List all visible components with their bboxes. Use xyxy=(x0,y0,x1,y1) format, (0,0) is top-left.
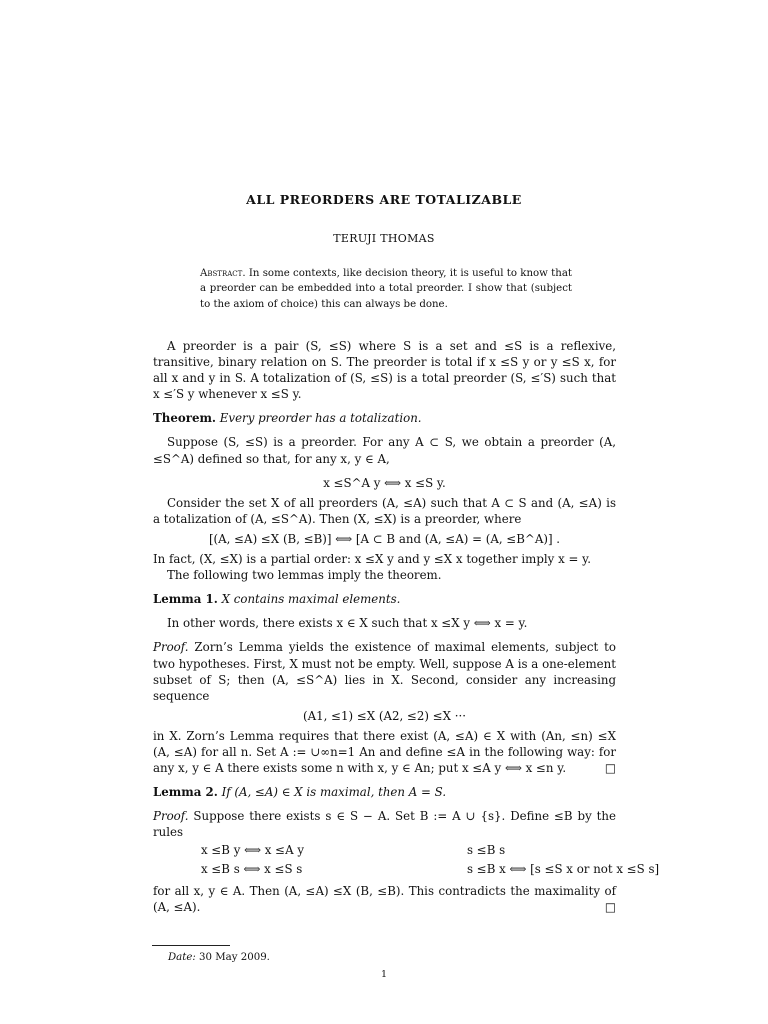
rule-1b: s ≤B s xyxy=(467,843,506,858)
proof-1-continued-text: in X. Zorn’s Lemma requires that there exist (A, ≤A) ∈ X with (An, ≤n) ≤X (A, ≤A) for all n. Set A := ∪∞n=1 An and define ≤A in the following way: for any x, y ∈ A there exists some n with x, y ∈ An; put x ≤A y ⟺ x ≤n y. xyxy=(153,728,616,776)
display-equation-2: [(A, ≤A) ≤X (B, ≤B)] ⟺ [A ⊂ B and (A, ≤A) = (A, ≤B^A)] . xyxy=(208,531,561,546)
page-number: 1 xyxy=(380,969,388,980)
main-body xyxy=(153,338,660,923)
author-name: TERUJI THOMAS xyxy=(333,232,435,245)
lemma-2 xyxy=(153,784,616,800)
proof-2-continued xyxy=(153,883,616,915)
paragraph-restriction: Suppose (S, ≤S) is a preorder. For any A ⊂ S, we obtain a preorder (A, ≤S^A) defined so that, for any x, y ∈ A, xyxy=(153,435,616,466)
rule-2b: s ≤B x ⟺ [s ≤S x or not x ≤S s] xyxy=(467,861,660,876)
proof-2-heading: Proof. xyxy=(153,809,189,824)
paper-title: ALL PREORDERS ARE TOTALIZABLE xyxy=(246,192,522,207)
rule-1a: x ≤B y ⟺ x ≤A y xyxy=(201,843,305,858)
lemma-1 xyxy=(153,591,616,607)
display-equation-3: (A1, ≤1) ≤X (A2, ≤2) ≤X ··· xyxy=(302,708,467,723)
proof-2 xyxy=(153,808,616,840)
theorem-statement: Every preorder has a totalization. xyxy=(219,411,422,426)
theorem-heading: Theorem. xyxy=(153,411,217,426)
proof-1 xyxy=(153,639,616,703)
abstract-heading: Abstract. xyxy=(200,268,246,279)
footnote-label: Date: xyxy=(168,952,196,963)
paragraph-partial-order: In fact, (X, ≤X) is a partial order: x ≤X y and y ≤X x together imply x = y. xyxy=(153,552,591,567)
paragraph-lemmas-intro: The following two lemmas imply the theorem. xyxy=(167,568,442,583)
proof-2-continued-text: for all x, y ∈ A. Then (A, ≤A) ≤X (B, ≤B). This contradicts the maximality of (A, ≤A). xyxy=(153,883,616,914)
footnote xyxy=(168,952,270,963)
abstract xyxy=(200,266,572,312)
lemma-2-statement: If (A, ≤A) ∈ X is maximal, then A = S. xyxy=(221,785,447,800)
paragraph-lemma-1-restated: In other words, there exists x ∈ X such that x ≤X y ⟺ x = y. xyxy=(167,616,528,631)
paragraph-definitions: A preorder is a pair (S, ≤S) where S is a set and ≤S is a reflexive, transitive, binary relation on S. The preorder is total if x ≤S y or y ≤S x, for all x and y in S. A totalization of (S, ≤S) is a total preorder (S, ≤′S) such that x ≤′S y whenever x ≤S y. xyxy=(153,339,616,402)
order-rules xyxy=(201,842,660,876)
lemma-2-heading: Lemma 2. xyxy=(153,785,218,800)
theorem xyxy=(153,410,616,426)
footnote-text: 30 May 2009. xyxy=(199,952,270,963)
proof-1-continued xyxy=(153,728,616,776)
qed-symbol-1: □ xyxy=(604,761,616,776)
footnote-rule xyxy=(152,945,230,946)
proof-2-text: Suppose there exists s ∈ S − A. Set B := A ∪ {s}. Define ≤B by the rules xyxy=(153,809,616,840)
qed-symbol-2: □ xyxy=(604,899,616,914)
rule-2a: x ≤B s ⟺ x ≤S s xyxy=(201,861,303,876)
proof-1-heading: Proof. xyxy=(153,640,189,655)
lemma-1-heading: Lemma 1. xyxy=(153,592,218,607)
proof-1-text: Zorn’s Lemma yields the existence of maximal elements, subject to two hypotheses. First, X must not be empty. Well, suppose A is a one-element subset of S; then (A, ≤S^A) lies in X. Second, consider any increasing sequence xyxy=(153,640,617,703)
lemma-1-statement: X contains maximal elements. xyxy=(221,592,401,607)
display-equation-1: x ≤S^A y ⟺ x ≤S y. xyxy=(323,475,446,490)
paragraph-set-x: Consider the set X of all preorders (A, ≤A) such that A ⊂ S and (A, ≤A) is a totalization of (A, ≤S^A). Then (X, ≤X) is a preorder, where xyxy=(153,495,616,526)
abstract-text: In some contexts, like decision theory, it is useful to know that a preorder can be embedded into a total preorder. I show that (subject to the axiom of choice) this can always be done. xyxy=(200,268,572,310)
